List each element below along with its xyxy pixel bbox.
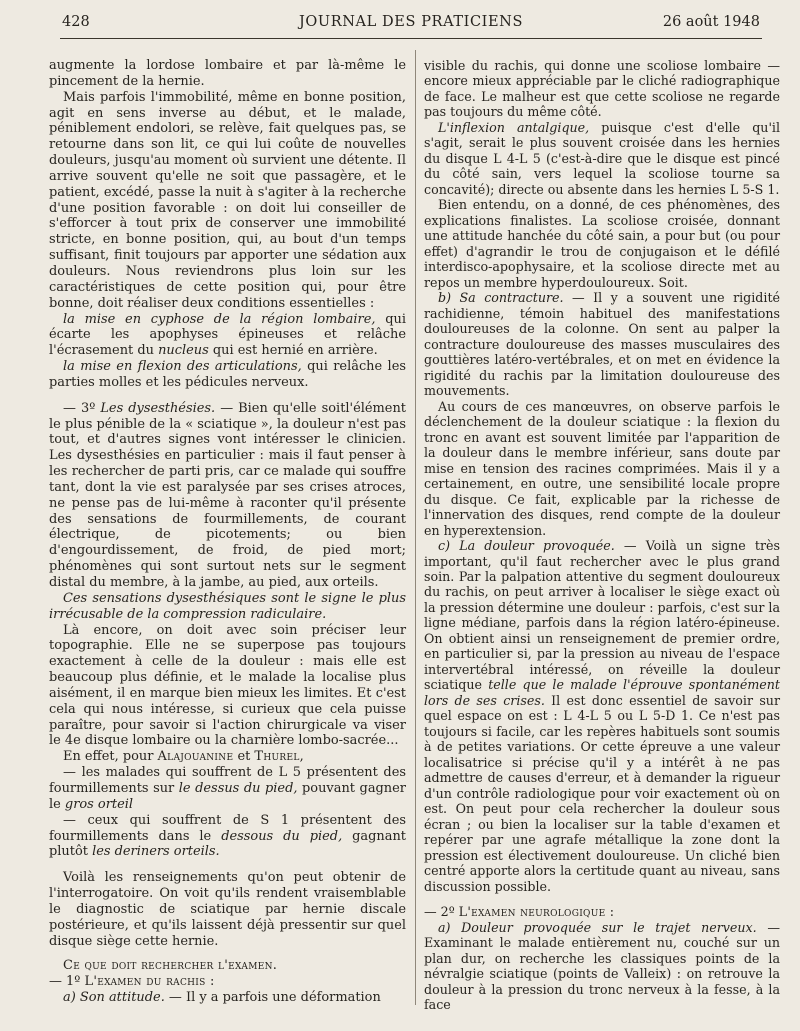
paragraph: Mais parfois l'immobilité, même en bonne position, agit en sens inverse au début, et le malade, péniblement endolori, se relève, fait quelques pas, se retourne dans son lit, ce qui lui coûte de nouvelles douleurs, jusqu'au moment où survient une détente. Il arrive souvent qu'elle ne soit que passagère, et le patient, excédé, passe la nuit à s'agiter à la recherche d'une position favorable : on doit lui conseiller de s'efforcer à tout prix de conserver une immobilité stricte, en bonne position, qui, au bout d'un temps suffisant, finit toujours par apporter une sédation aux douleurs. Nous reviendrons plus loin sur les caractéristiques de cette position qui, pour être bonne, doit réaliser deux conditions essentielles : (49, 89, 406, 311)
paragraph: Ces sensations dysesthésiques sont le signe le plus irrécusable de la compression radiculaire. (49, 590, 406, 622)
subsection-heading: — 1º L'examen du rachis : (49, 974, 215, 990)
paragraph: — les malades qui souffrent de L 5 présentent des fourmillements sur le dessus du pied, pouvant gagner le gros orteil (49, 765, 406, 812)
paragraph: a) Douleur provoquée sur le trajet nerveux. — Examinant le malade entièrement nu, couché sur un plan dur, on recherche les classiques points de la névralgie sciatique (points de Valleix) : on retrouve la douleur à la pression du tronc nerveux à la fesse, à la face (424, 919, 780, 1013)
paragraph: En effet, pour Alajouanine et Thurel, (63, 749, 304, 765)
paragraph: Là encore, on doit avec soin préciser leur topographie. Elle ne se superpose pas toujours exactement à celle de la douleur : mais elle est beaucoup plus définie, et le malade la localise plus aisément, il en marque bien mieux les limites. Et c'est cela qui nous intéresse, si curieux que cela puisse paraître, pour savoir si l'action chirurgicale va viser le 4e disque lombaire ou la charnière lombo-sacrée... (49, 622, 406, 749)
header-rule (60, 38, 762, 39)
paragraph: — ceux qui souffrent de S 1 présentent des fourmillements dans le dessous du pied, gagnant plutôt les deriners orteils. (49, 812, 407, 860)
paragraph: la mise en cyphose de la région lombaire, qui écarte les apophyses épineuses et relâche l'écrasement du nucleus qui est hernié en arrière. (49, 311, 406, 359)
running-header (62, 14, 760, 40)
paragraph: Voilà les renseignements qu'on peut obtenir de l'interrogatoire. On voit qu'ils rendent vraisemblable le diagnostic de sciatique par hernie discale postérieure, et qu'ils laissent déjà pressentir sur quel disque siège cette hernie. (49, 870, 406, 949)
issue-date: 26 août 1948 (662, 14, 760, 30)
paragraph: Bien entendu, on a donné, de ces phénomènes, des explications finalistes. La scoliose croisée, donnant une attitude hanchée du côté sain, a pour but (ou pour effet) d'agrandir le trou de conjugaison et le défilé interdisco-apophysaire, et la scoliose directe met au repos un membre hyperdouloureux. Soit. (424, 197, 780, 290)
paragraph: visible du rachis, qui donne une scoliose lombaire — encore mieux appréciable par le cliché radiographique de face. Le malheur est que cette scoliose ne regarde pas toujours du même côté. (424, 58, 780, 120)
section-heading: Ce que doit rechercher l'examen. (63, 958, 278, 974)
section-dysesthesies: — 3º Les dysesthésies. — Bien qu'elle soitl'élément le plus pénible de la « sciatique », la douleur n'est pas tout, et d'autres signes vont intéresser le clinicien. Les dysesthésies en particulier : mais il faut penser à les rechercher de parti pris, car ce malade qui souffre tant, dont la vie est paralysée par ses crises atroces, ne pense pas de lui-même à raconter qu'il présente des sensations de fourmillements, de courant électrique, de picotements; ou bien d'engourdissement, de froid, de pied mort; phénomènes qui sont surtout nets sur le segment distal du membre, à la jambe, au pied, aux orteils. (49, 400, 406, 590)
paragraph: c) La douleur provoquée. — Voilà un signe très important, qu'il faut rechercher avec le plus grand soin. Par la palpation attentive du segment douloureux du rachis, on peut arriver à localiser le siège exact où la pression détermine une douleur : parfois, c'est sur la ligne médiane, parfois dans la région latéro-épineuse. On obtient ainsi un renseignement de premier ordre, en particulier si, par la pression au niveau de l'espace intervertébral intéressé, on réveille la douleur sciatique telle que le malade l'éprouve spontanément lors de ses crises. Il est donc essentiel de savoir sur quel espace on est : L 4-L 5 ou L 5-D 1. Ce n'est pas toujours si facile, car les repères habituels sont soumis à de petites variations. Or cette épreuve a une valeur localisatrice si précise qu'il y a intérêt à ne pas admettre de causes d'erreur, et à demander la rigueur d'un contrôle radiologique pour voir exactement où on est. On peut pour cela rechercher la douleur sous écran ; ou bien la localiser sur la table d'examen et repérer par une agrafe métallique la zone dont la pression est électivement douloureuse. Un cliché bien centré apporte alors la certitude quant au niveau, sans discussion possible. (424, 538, 781, 894)
paragraph: augmente la lordose lombaire et par là-même le pincement de la hernie. (49, 58, 406, 89)
author-name: Thurel (254, 749, 300, 765)
journal-title: JOURNAL DES PRATICIENS (299, 14, 523, 30)
paragraph: la mise en flexion des articulations, qui relâche les parties molles et les pédicules nerveux. (49, 359, 406, 390)
page-number: 428 (62, 14, 90, 30)
column-divider (415, 50, 416, 1005)
paragraph: b) Sa contracture. — Il y a souvent une rigidité rachidienne, témoin habituel des manifestations douloureuses de la colonne. On sent au palper la contracture douloureuse des masses musculaires des gouttières latéro-vertébrales, et on met en évidence la rigidité du rachis par la limitation douloureuse des mouvements. (424, 290, 781, 399)
subsection-heading: — 2º L'examen neurologique : (424, 904, 615, 920)
left-column (49, 58, 406, 1006)
right-column (424, 58, 780, 1013)
author-name: Alajouanine (157, 749, 234, 765)
paragraph: L'inflexion antalgique, puisque c'est d'elle qu'il s'agit, serait le plus souvent croisée dans les hernies du disque L 4-L 5 (c'est-à-dire que le disque est pincé du côté sain, vers lequel la scoliose tourne sa concavité); directe ou absente dans les hernies L 5-S 1. (424, 119, 781, 197)
paragraph: a) Son attitude. — Il y a parfois une déformation (63, 990, 381, 1006)
paragraph: Au cours de ces manœuvres, on observe parfois le déclenchement de la douleur sciatique : la flexion du tronc en avant est souvent limitée par l'apparition de la douleur dans le membre inférieur, sans doute par mise en tension des racines comprimées. Mais il y a certainement, en outre, une sensibilité locale propre du disque. Ce fait, explicable par la richesse de l'innervation des disques, rend compte de la douleur en hyperextension. (424, 398, 780, 538)
